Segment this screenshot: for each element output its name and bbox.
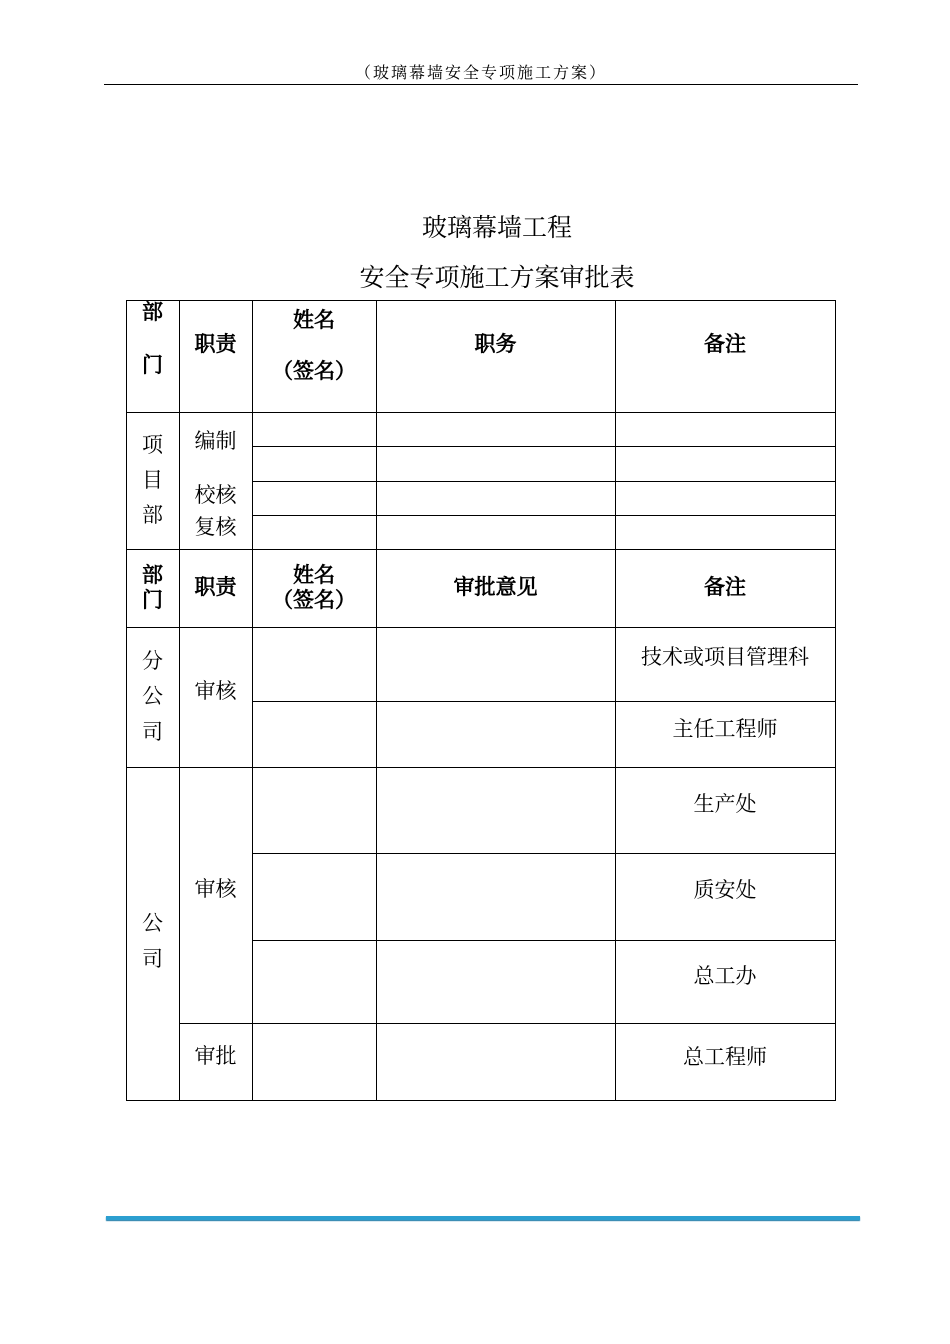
header-dept-char: 门 bbox=[142, 353, 163, 378]
header-rule bbox=[104, 84, 858, 85]
doc-title: 玻璃幕墙工程 bbox=[421, 213, 572, 242]
company-role-approve: 审批 bbox=[194, 1043, 237, 1068]
branch-remark-tech: 技术或项目管理科 bbox=[641, 645, 809, 670]
header-name-cell bbox=[252, 300, 376, 386]
dept-char: 公 bbox=[142, 911, 163, 936]
header2-name-cell bbox=[252, 549, 376, 627]
table-border-right bbox=[835, 300, 836, 1101]
doc-subtitle: 安全专项施工方案审批表 bbox=[359, 263, 635, 292]
role-recheck: 复核 bbox=[194, 515, 237, 540]
table-col-rule bbox=[376, 300, 377, 1101]
header2-dept-cell bbox=[126, 549, 179, 627]
dept-char: 项 bbox=[142, 432, 163, 457]
header2-dept-char: 门 bbox=[142, 588, 163, 612]
dept-char: 司 bbox=[142, 946, 163, 971]
table-rule bbox=[252, 446, 836, 447]
header-remark: 备注 bbox=[704, 332, 746, 357]
page-header: （玻璃幕墙安全专项施工方案） bbox=[354, 63, 607, 82]
footer-rule bbox=[106, 1216, 860, 1220]
dept-char: 部 bbox=[142, 503, 163, 528]
header2-name: 姓名 bbox=[293, 562, 335, 587]
dept-char: 司 bbox=[142, 719, 163, 744]
header2-name-sign: （签名） bbox=[272, 588, 356, 612]
company-remark-quality-safety: 质安处 bbox=[693, 878, 757, 903]
company-remark-chief-office: 总工办 bbox=[693, 964, 757, 989]
dept-char: 公 bbox=[142, 684, 163, 709]
header-duty: 职责 bbox=[194, 332, 237, 357]
company-role-review: 审核 bbox=[194, 877, 237, 902]
branch-role-review: 审核 bbox=[194, 679, 237, 704]
header2-opinion: 审批意见 bbox=[453, 575, 538, 600]
header2-remark: 备注 bbox=[704, 575, 746, 600]
table-rule bbox=[252, 515, 836, 516]
header2-duty: 职责 bbox=[194, 575, 237, 600]
table-rule bbox=[252, 481, 836, 482]
company-remark-chief-engineer: 总工程师 bbox=[683, 1045, 767, 1070]
header-position: 职务 bbox=[474, 332, 517, 357]
table-border-bottom bbox=[126, 1100, 836, 1101]
company-remark-production: 生产处 bbox=[693, 792, 757, 817]
dept-char: 分 bbox=[142, 649, 163, 674]
branch-remark-chief-engineer: 主任工程师 bbox=[672, 717, 778, 742]
role-proofread: 校核 bbox=[194, 483, 237, 508]
header-name-sign: （签名） bbox=[272, 359, 356, 383]
header-dept-cell bbox=[126, 300, 179, 412]
table-col-rule bbox=[252, 300, 253, 1101]
company-dept-label bbox=[126, 767, 179, 1100]
dept-char: 目 bbox=[142, 467, 163, 492]
branch-dept-label bbox=[126, 627, 179, 767]
role-compile: 编制 bbox=[194, 429, 237, 454]
header-name: 姓名 bbox=[293, 307, 335, 332]
project-dept-label bbox=[126, 412, 179, 549]
header-dept-char: 部 bbox=[142, 300, 163, 324]
approval-table bbox=[126, 300, 836, 1101]
header2-dept-char: 部 bbox=[142, 562, 163, 587]
